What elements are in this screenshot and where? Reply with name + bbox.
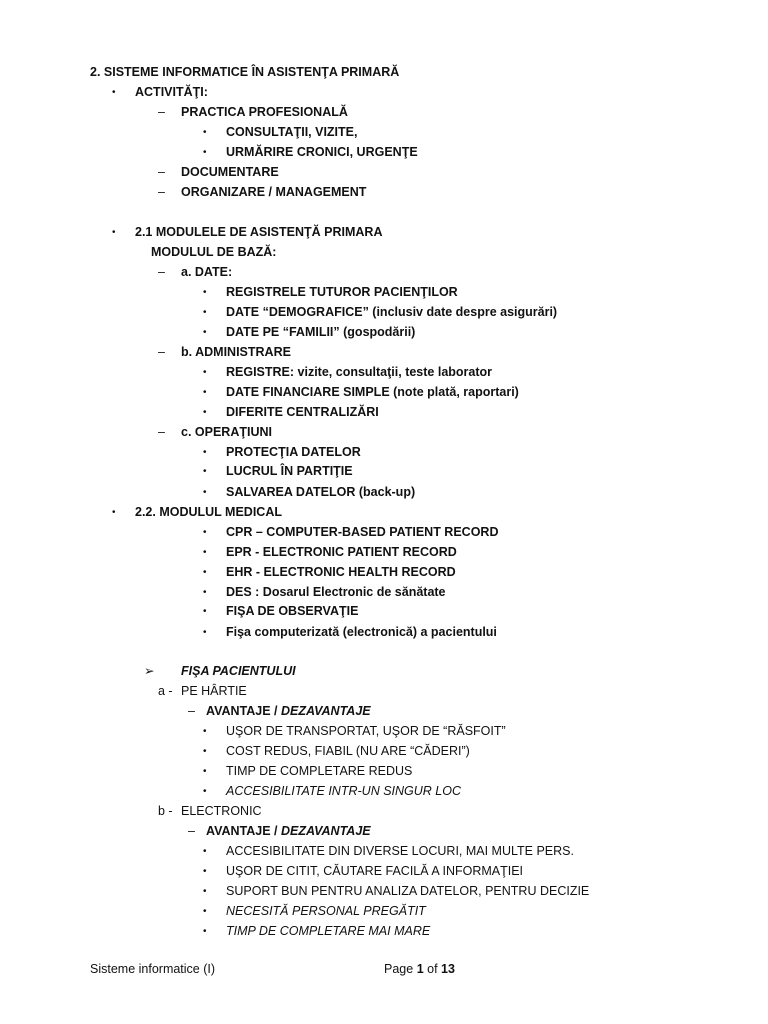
document-line (181, 184, 366, 200)
list-marker: • (203, 387, 207, 398)
document-line (181, 683, 247, 699)
document-line (226, 364, 492, 380)
list-marker: • (203, 147, 207, 158)
document-line (206, 823, 371, 839)
list-marker: • (203, 127, 207, 138)
document-line (226, 603, 358, 619)
line-text: PRACTICA PROFESIONALĂ (181, 105, 348, 119)
list-marker: • (203, 906, 207, 917)
line-text: DIFERITE CENTRALIZĂRI (226, 405, 379, 419)
line-text: 2. SISTEME INFORMATICE ÎN ASISTENŢA PRIMARĂ (90, 65, 400, 79)
list-marker: • (203, 587, 207, 598)
line-text: CPR – COMPUTER-BASED PATIENT RECORD (226, 525, 499, 539)
list-marker: • (203, 547, 207, 558)
line-text: NECESITĂ PERSONAL PREGĂTIT (226, 904, 426, 918)
line-text: PE HÂRTIE (181, 684, 247, 698)
line-text: EHR - ELECTRONIC HEALTH RECORD (226, 565, 456, 579)
line-text: LUCRUL ÎN PARTIŢIE (226, 464, 353, 478)
line-suffix: DEZAVANTAJE (281, 824, 371, 838)
list-marker: • (203, 367, 207, 378)
list-marker: • (203, 447, 207, 458)
line-text: DATE PE “FAMILII” (gospodării) (226, 325, 416, 339)
list-marker: – (158, 425, 165, 439)
document-line (226, 444, 361, 460)
line-text: ACTIVITĂŢI: (135, 85, 208, 99)
line-text: ACCESIBILITATE DIN DIVERSE LOCURI, MAI MULTE PERS. (226, 844, 574, 858)
document-line (226, 304, 557, 320)
list-marker: – (158, 345, 165, 359)
footer-page-number (384, 961, 455, 977)
line-text: UŞOR DE CITIT, CĂUTARE FACILĂ A INFORMAŢIEI (226, 864, 524, 878)
document-line (226, 324, 415, 340)
line-text: REGISTRELE TUTUROR PACIENŢILOR (226, 285, 458, 299)
list-marker: – (158, 105, 165, 119)
document-line (181, 104, 348, 120)
document-line (226, 883, 589, 899)
document-line (206, 703, 371, 719)
line-text: DOCUMENTARE (181, 165, 279, 179)
document-line (226, 903, 426, 919)
document-line (181, 803, 262, 819)
document-line (226, 863, 523, 879)
list-marker: • (203, 407, 207, 418)
document-line (151, 244, 276, 260)
list-marker: • (203, 926, 207, 937)
document-line (135, 84, 208, 100)
line-text: b. ADMINISTRARE (181, 345, 291, 359)
document-line (226, 843, 574, 859)
line-text: MODULUL DE BAZĂ: (151, 245, 277, 259)
document-line (226, 723, 506, 739)
list-marker: • (203, 466, 207, 477)
line-text: EPR - ELECTRONIC PATIENT RECORD (226, 545, 457, 559)
line-text: ELECTRONIC (181, 804, 262, 818)
list-marker: – (188, 704, 195, 718)
list-marker: – (158, 165, 165, 179)
list-marker: • (203, 866, 207, 877)
line-text: a. DATE: (181, 265, 233, 279)
document-line (226, 484, 415, 500)
footer-page-total: 13 (441, 962, 455, 976)
list-marker: • (112, 227, 116, 238)
line-text: TIMP DE COMPLETARE MAI MARE (226, 924, 431, 938)
footer-of-word: of (427, 962, 438, 976)
document-line (226, 124, 357, 140)
document-line (226, 544, 457, 560)
document-line (226, 144, 418, 160)
document-line (226, 783, 461, 799)
line-text: Fişa computerizată (electronică) a pacientului (226, 625, 497, 639)
list-marker: • (203, 886, 207, 897)
document-line (226, 564, 456, 580)
line-text: COST REDUS, FIABIL (NU ARE “CĂDERI”) (226, 744, 470, 758)
document-line (226, 384, 519, 400)
line-suffix: DEZAVANTAJE (281, 704, 371, 718)
line-text: SALVAREA DATELOR (back-up) (226, 485, 416, 499)
list-marker: • (203, 726, 207, 737)
footer-page-word: Page (384, 962, 414, 976)
list-marker: • (203, 307, 207, 318)
document-line (135, 224, 382, 240)
line-text: 2.1 MODULELE DE ASISTENŢĂ PRIMARA (135, 225, 383, 239)
line-text: ORGANIZARE / MANAGEMENT (181, 185, 367, 199)
list-marker: • (203, 627, 207, 638)
line-text: c. OPERAŢIUNI (181, 425, 272, 439)
line-text: 2.2. MODULUL MEDICAL (135, 505, 282, 519)
document-line (181, 164, 279, 180)
list-marker: a - (158, 684, 173, 698)
document-line (181, 264, 232, 280)
document-line (181, 344, 291, 360)
list-marker: – (158, 265, 165, 279)
list-marker: • (203, 567, 207, 578)
document-line (226, 463, 353, 479)
list-marker: ➢ (144, 664, 155, 678)
line-text: UŞOR DE TRANSPORTAT, UŞOR DE “RĂSFOIT” (226, 724, 506, 738)
list-marker: • (203, 766, 207, 777)
list-marker: • (203, 746, 207, 757)
document-line (226, 763, 412, 779)
document-line (226, 404, 379, 420)
line-text: DATE FINANCIARE SIMPLE (note plată, raportari) (226, 385, 519, 399)
list-marker: • (112, 87, 116, 98)
line-text: DATE “DEMOGRAFICE” (inclusiv date despre asigurări) (226, 305, 558, 319)
list-marker: • (203, 487, 207, 498)
line-text: URMĂRIRE CRONICI, URGENŢE (226, 145, 418, 159)
document-line (226, 284, 458, 300)
list-marker: • (203, 606, 207, 617)
list-marker: • (203, 287, 207, 298)
list-marker: – (188, 824, 195, 838)
line-text: CONSULTAŢII, VIZITE, (226, 125, 358, 139)
document-line (226, 743, 470, 759)
line-text: FIŞA DE OBSERVAŢIE (226, 604, 359, 618)
line-text: AVANTAJE / (206, 824, 282, 838)
line-text: FIŞA PACIENTULUI (181, 664, 296, 678)
line-text: REGISTRE: vizite, consultaţii, teste laborator (226, 365, 493, 379)
document-line (135, 504, 282, 520)
list-marker: b - (158, 804, 173, 818)
footer-title: Sisteme informatice (I) (90, 962, 216, 976)
document-line (181, 424, 272, 440)
list-marker: • (203, 846, 207, 857)
list-marker: • (112, 507, 116, 518)
document-line (226, 624, 497, 640)
list-marker: • (203, 527, 207, 538)
footer-page-current: 1 (416, 962, 424, 976)
document-line (90, 64, 399, 80)
list-marker: • (203, 786, 207, 797)
line-text: ACCESIBILITATE INTR-UN SINGUR LOC (226, 784, 461, 798)
document-line (226, 584, 446, 600)
line-text: PROTECŢIA DATELOR (226, 445, 361, 459)
document-line (181, 663, 296, 679)
list-marker: • (203, 327, 207, 338)
line-text: TIMP DE COMPLETARE REDUS (226, 764, 413, 778)
line-text: DES : Dosarul Electronic de sănătate (226, 585, 446, 599)
line-text: SUPORT BUN PENTRU ANALIZA DATELOR, PENTRU DECIZIE (226, 884, 590, 898)
document-line (226, 524, 498, 540)
list-marker: – (158, 185, 165, 199)
line-text: AVANTAJE / (206, 704, 282, 718)
document-line (226, 923, 430, 939)
